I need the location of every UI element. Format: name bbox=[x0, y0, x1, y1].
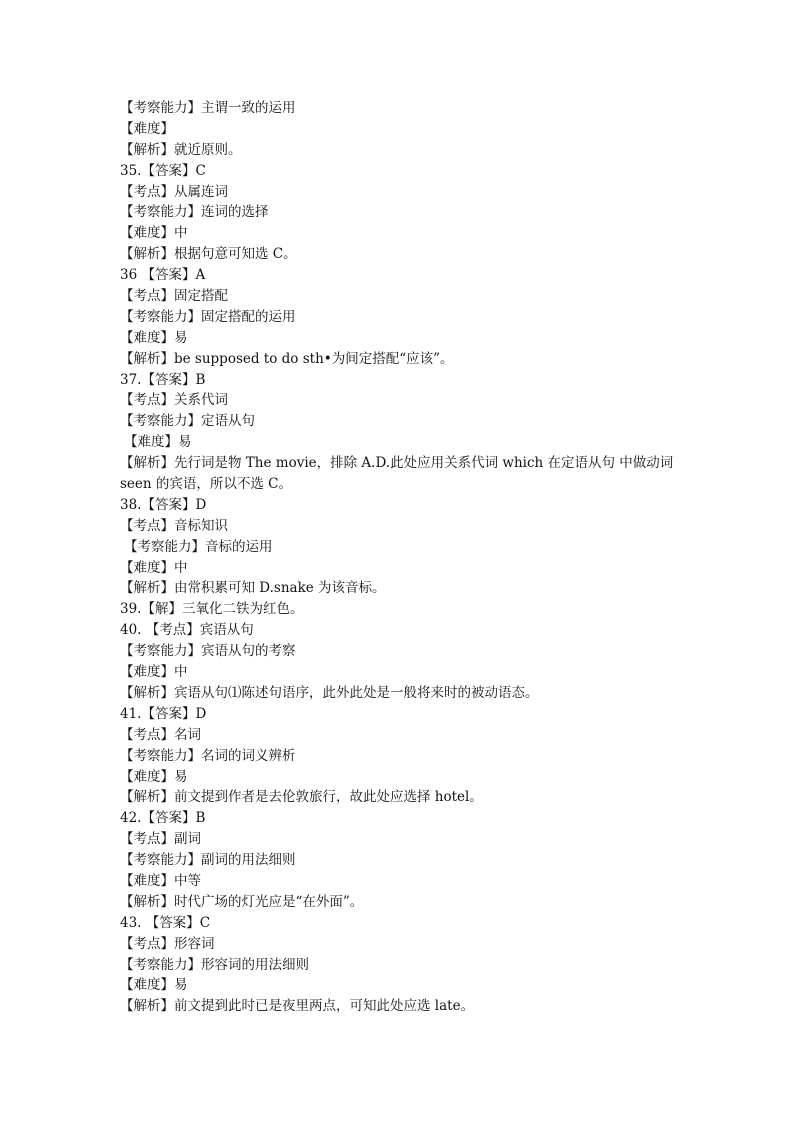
answer-analysis-text bbox=[120, 98, 685, 1017]
text-line: 35.【答案】C bbox=[120, 162, 206, 179]
text-line: 【考察能力】副词的用法细则 bbox=[120, 852, 296, 869]
text-line: 【考察能力】固定搭配的运用 bbox=[120, 308, 296, 325]
text-line: 【解析】时代广场的灯光应是“在外面”。 bbox=[120, 893, 364, 910]
text-line: 【难度】中 bbox=[120, 225, 188, 242]
text-line: 【考点】关系代词 bbox=[120, 392, 228, 409]
text-line: 43. 【答案】C bbox=[120, 914, 211, 931]
text-line: 36 【答案】A bbox=[120, 267, 206, 284]
text-line: 【解析】宾语从句⑴陈述句语序，此外此处是一般将来时的被动语态。 bbox=[120, 684, 539, 701]
text-line: 【难度】易 bbox=[120, 329, 188, 346]
text-line: 【难度】中 bbox=[120, 664, 188, 681]
text-line: 39.【解】三氧化二铁为红色。 bbox=[120, 601, 304, 618]
text-line: 【难度】 bbox=[120, 120, 174, 137]
text-line: 【解析】就近原则。 bbox=[120, 141, 242, 158]
text-line: 【考点】形容词 bbox=[120, 935, 215, 952]
text-line: 【解析】由常积累可知 D.snake 为该音标。 bbox=[120, 580, 386, 597]
text-line: seen 的宾语，所以不选 C。 bbox=[120, 476, 293, 493]
text-line: 【考点】从属连词 bbox=[120, 183, 228, 200]
text-line: 37.【答案】B bbox=[120, 371, 206, 388]
text-line: 【难度】易 bbox=[120, 977, 188, 994]
text-line: 【解析】前文提到作者是去伦敦旅行，故此处应选择 hotel。 bbox=[120, 789, 483, 806]
text-line: 【考察能力】宾语从句的考察 bbox=[120, 643, 296, 660]
text-line: 【难度】中 bbox=[120, 559, 188, 576]
text-line: 【解析】前文提到此时已是夜里两点，可知此处应选 late。 bbox=[120, 998, 475, 1015]
text-line: 【解析】be supposed to do sth•为间定搭配“应该”。 bbox=[120, 350, 454, 367]
text-line: 【解析】先行词是物 The movie，排除 A.D.此处应用关系代词 which 在定语从句 中做动词 bbox=[120, 455, 674, 472]
text-line: 【难度】易 bbox=[120, 768, 188, 785]
text-line: 42.【答案】B bbox=[120, 810, 206, 827]
text-line: 【考点】副词 bbox=[120, 831, 201, 848]
text-line: 【考察能力】连词的选择 bbox=[120, 204, 269, 221]
text-line: 【解析】根据句意可知选 C。 bbox=[120, 246, 297, 263]
text-line: 【考点】名词 bbox=[120, 726, 201, 743]
text-line: 【考察能力】音标的运用 bbox=[124, 538, 273, 555]
text-line: 【考点】固定搭配 bbox=[120, 288, 228, 305]
text-line: 41.【答案】D bbox=[120, 705, 207, 722]
text-line: 40. 【考点】宾语从句 bbox=[120, 622, 254, 639]
text-line: 【考察能力】名词的词义辨析 bbox=[120, 747, 296, 764]
text-line: 【考点】音标知识 bbox=[120, 517, 228, 534]
text-line: 【难度】易 bbox=[124, 434, 192, 451]
text-line: 【难度】中等 bbox=[120, 872, 201, 889]
text-line: 【考察能力】定语从句 bbox=[120, 413, 255, 430]
text-line: 38.【答案】D bbox=[120, 496, 207, 513]
text-line: 【考察能力】主谓一致的运用 bbox=[120, 100, 296, 116]
text-line: 【考察能力】形容词的用法细则 bbox=[120, 956, 309, 973]
